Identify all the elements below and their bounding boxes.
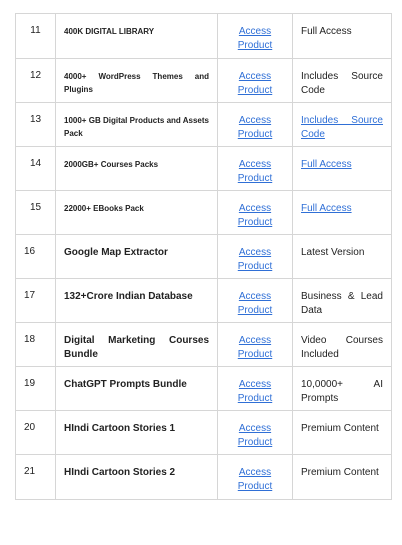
product-table — [15, 13, 392, 500]
product-description: Latest Version — [293, 235, 392, 279]
product-description: Includes Source Code — [293, 59, 392, 103]
access-product-link[interactable]: Access Product — [237, 159, 273, 184]
access-product-link[interactable]: Access Product — [237, 423, 273, 448]
row-number: 14 — [29, 158, 42, 169]
access-product-link[interactable]: Access Product — [237, 379, 273, 404]
row-number: 19 — [24, 378, 36, 389]
product-name: 1000+ GB Digital Products and Assets Pack — [56, 103, 218, 147]
product-description: Full Access — [293, 14, 392, 59]
access-product-link[interactable]: Access Product — [237, 115, 273, 140]
product-description: Premium Content — [293, 455, 392, 500]
access-product-link[interactable]: Access Product — [237, 247, 273, 272]
table-row — [16, 455, 392, 500]
row-number: 17 — [24, 290, 36, 301]
product-name: ChatGPT Prompts Bundle — [56, 367, 218, 411]
table-row — [16, 103, 392, 147]
access-product-link[interactable]: Access Product — [237, 203, 273, 228]
row-number: 12 — [29, 70, 42, 81]
access-product-link[interactable]: Access Product — [237, 335, 273, 360]
table-row — [16, 14, 392, 59]
table-row — [16, 59, 392, 103]
table-row — [16, 147, 392, 191]
access-product-link[interactable]: Access Product — [237, 291, 273, 316]
access-product-link[interactable]: Access Product — [237, 71, 273, 96]
product-description: Video Courses Included — [293, 323, 392, 367]
row-number: 15 — [29, 202, 42, 213]
row-number: 16 — [24, 246, 36, 257]
row-number: 20 — [24, 422, 36, 433]
product-name: HIndi Cartoon Stories 2 — [56, 455, 218, 500]
product-description-link[interactable]: Full Access — [301, 203, 352, 214]
row-number: 21 — [24, 466, 36, 477]
table-row — [16, 191, 392, 235]
row-number: 18 — [24, 334, 36, 345]
table-row — [16, 367, 392, 411]
table-row — [16, 323, 392, 367]
access-product-link[interactable]: Access Product — [237, 467, 273, 492]
row-number: 11 — [30, 25, 41, 36]
product-description-link[interactable]: Includes Source Code — [301, 115, 383, 140]
product-description-link[interactable]: Full Access — [301, 159, 352, 170]
product-description: Business & Lead Data — [293, 279, 392, 323]
row-number: 13 — [29, 114, 42, 125]
table-row — [16, 235, 392, 279]
product-name: 132+Crore Indian Database — [56, 279, 218, 323]
table-row — [16, 411, 392, 455]
table-row — [16, 279, 392, 323]
product-name: 2000GB+ Courses Packs — [56, 147, 218, 191]
access-product-link[interactable]: Access Product — [237, 26, 273, 51]
product-name: 22000+ EBooks Pack — [56, 191, 218, 235]
product-name: Google Map Extractor — [56, 235, 218, 279]
product-table-container — [15, 13, 391, 500]
product-name: 4000+ WordPress Themes and Plugins — [56, 59, 218, 103]
product-name: 400K DIGITAL LIBRARY — [56, 14, 218, 59]
product-description: Premium Content — [293, 411, 392, 455]
product-name: Digital Marketing Courses Bundle — [56, 323, 218, 367]
product-description: 10,0000+ AI Prompts — [293, 367, 392, 411]
product-name: HIndi Cartoon Stories 1 — [56, 411, 218, 455]
